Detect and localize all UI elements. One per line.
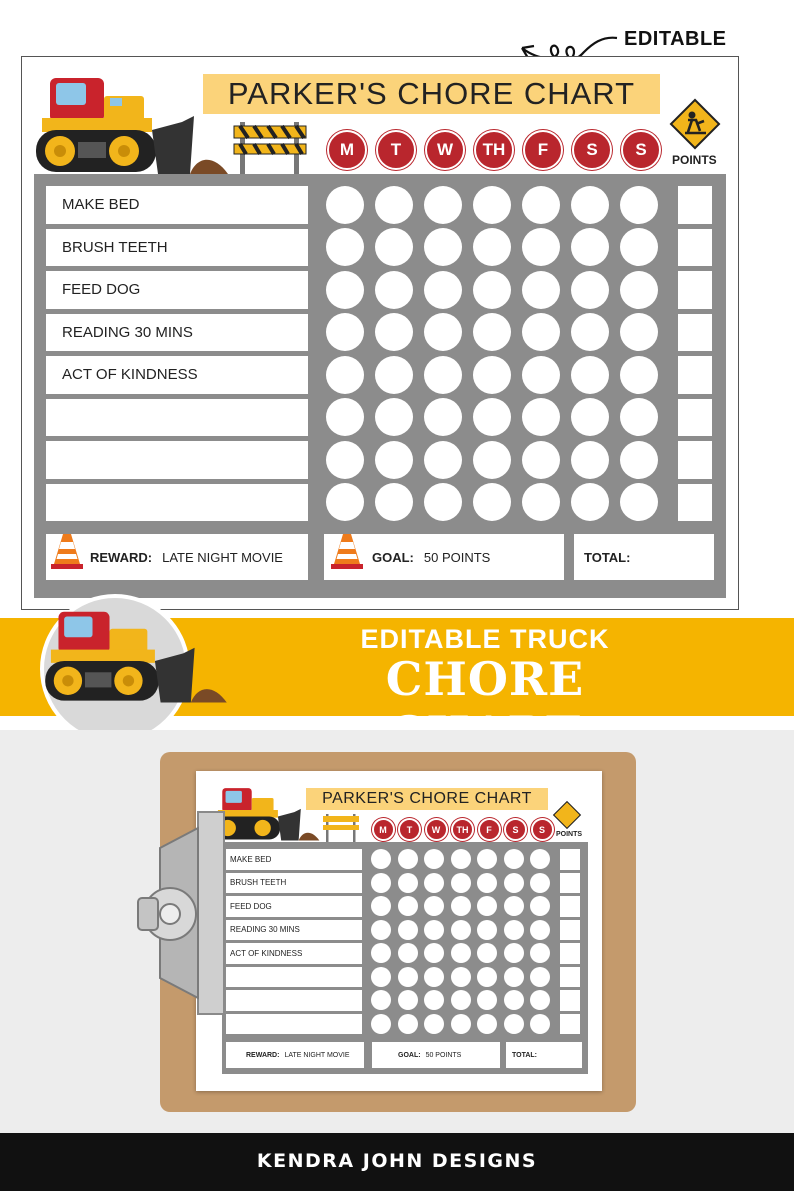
check-circle: [620, 441, 658, 479]
check-circle: [571, 398, 609, 436]
check-circle: [326, 271, 364, 309]
check-circle: [571, 271, 609, 309]
check-circle: [522, 228, 560, 266]
check-circle: [504, 943, 524, 963]
total-label: TOTAL:: [584, 549, 631, 565]
check-circle: [571, 483, 609, 521]
check-circle: [504, 967, 524, 987]
editable-label: EDITABLE: [624, 28, 727, 50]
chore-row: [46, 399, 308, 437]
chore-label: BRUSH TEETH: [62, 238, 168, 256]
check-circle: [398, 873, 418, 893]
day-badge: F: [478, 818, 501, 841]
check-circle: [473, 356, 511, 394]
points-box: [560, 849, 580, 870]
day-badge: S: [621, 130, 661, 170]
check-circle: [571, 228, 609, 266]
chore-row: [226, 1014, 362, 1035]
check-circle: [398, 990, 418, 1010]
day-badge: M: [327, 130, 367, 170]
check-circle: [571, 186, 609, 224]
day-badge: S: [531, 818, 554, 841]
check-circle: [398, 920, 418, 940]
goal-label: GOAL:: [372, 549, 414, 565]
check-circle: [473, 398, 511, 436]
check-circle: [424, 186, 462, 224]
check-circle: [522, 313, 560, 351]
check-circle: [424, 483, 462, 521]
check-circle: [504, 990, 524, 1010]
points-box: [560, 896, 580, 917]
banner-subtitle: EDITABLE TRUCK: [360, 624, 610, 654]
check-circle: [504, 920, 524, 940]
chore-row: [46, 271, 308, 309]
check-circle: [375, 186, 413, 224]
day-badge: T: [398, 818, 421, 841]
bulldozer-illustration: [38, 608, 234, 712]
check-circle: [424, 441, 462, 479]
points-box: [560, 990, 580, 1011]
total-box: [574, 534, 714, 580]
chore-row: [226, 920, 362, 941]
total-label: TOTAL:: [512, 1051, 538, 1059]
check-circle: [375, 483, 413, 521]
goal-label: GOAL:: [398, 1051, 421, 1059]
check-circle: [326, 398, 364, 436]
points-box: [678, 229, 712, 267]
day-badge: W: [425, 818, 448, 841]
points-box: [560, 967, 580, 988]
points-box: [560, 943, 580, 964]
points-box: [678, 356, 712, 394]
check-circle: [326, 483, 364, 521]
check-circle: [371, 920, 391, 940]
points-box: [560, 873, 580, 894]
check-circle: [530, 967, 550, 987]
day-badge: W: [425, 130, 465, 170]
day-badge: M: [372, 818, 395, 841]
mockup-goal-box: [372, 1042, 500, 1068]
check-circle: [477, 873, 497, 893]
chore-label: MAKE BED: [62, 196, 140, 214]
check-circle: [398, 849, 418, 869]
chore-label: ACT OF KINDNESS: [230, 948, 303, 958]
chart-title: PARKER'S CHORE CHART: [203, 74, 660, 114]
chore-row: [46, 484, 308, 522]
points-box: [560, 920, 580, 941]
day-badge: T: [376, 130, 416, 170]
check-circle: [473, 441, 511, 479]
chore-row: [226, 873, 362, 894]
check-circle: [473, 271, 511, 309]
day-badge: S: [572, 130, 612, 170]
chore-row: [226, 967, 362, 988]
chore-row: [226, 849, 362, 870]
bulldozer-illustration: [32, 74, 232, 184]
check-circle: [522, 356, 560, 394]
check-circle: [424, 967, 444, 987]
check-circle: [398, 943, 418, 963]
points-box: [678, 441, 712, 479]
goal-value: 50 POINTS: [423, 549, 491, 565]
check-circle: [371, 1014, 391, 1034]
check-circle: [375, 398, 413, 436]
day-badge: TH: [474, 130, 514, 170]
check-circle: [398, 1014, 418, 1034]
check-circle: [424, 356, 462, 394]
construction-worker-sign-icon: [668, 97, 722, 151]
brand-name: KENDRA JOHN DESIGNS: [256, 1150, 538, 1172]
traffic-cone-icon: [330, 530, 364, 570]
mockup-chart-title: PARKER'S CHORE CHART: [306, 788, 548, 810]
check-circle: [473, 313, 511, 351]
chore-label: ACT OF KINDNESS: [62, 366, 198, 384]
chore-row: [46, 356, 308, 394]
points-header: POINTS: [672, 153, 717, 167]
day-badge: TH: [451, 818, 474, 841]
check-circle: [326, 356, 364, 394]
reward-label: REWARD:: [246, 1051, 280, 1059]
check-circle: [620, 398, 658, 436]
check-circle: [451, 943, 471, 963]
check-circle: [571, 356, 609, 394]
check-circle: [424, 313, 462, 351]
check-circle: [326, 186, 364, 224]
check-circle: [477, 920, 497, 940]
day-badge: F: [523, 130, 563, 170]
chore-row: [226, 896, 362, 917]
check-circle: [371, 873, 391, 893]
banner-title: CHORE: [385, 652, 585, 706]
chore-label: MAKE BED: [230, 854, 272, 864]
check-circle: [451, 873, 471, 893]
check-circle: [620, 356, 658, 394]
chore-label: FEED DOG: [230, 901, 272, 911]
check-circle: [477, 1014, 497, 1034]
check-circle: [398, 967, 418, 987]
check-circle: [371, 967, 391, 987]
check-circle: [522, 271, 560, 309]
check-circle: [504, 1014, 524, 1034]
check-circle: [424, 271, 462, 309]
check-circle: [326, 228, 364, 266]
check-circle: [530, 873, 550, 893]
check-circle: [451, 849, 471, 869]
check-circle: [451, 990, 471, 1010]
check-circle: [375, 441, 413, 479]
check-circle: [451, 920, 471, 940]
check-circle: [375, 313, 413, 351]
check-circle: [620, 271, 658, 309]
reward-value: LATE NIGHT MOVIE: [284, 1051, 350, 1059]
check-circle: [424, 398, 462, 436]
chore-label: BRUSH TEETH: [230, 878, 287, 888]
chore-row: [46, 314, 308, 352]
check-circle: [473, 483, 511, 521]
mockup-total-box: [506, 1042, 582, 1068]
barrier-icon: [232, 118, 308, 178]
check-circle: [620, 186, 658, 224]
check-circle: [375, 356, 413, 394]
chore-label: FEED DOG: [62, 281, 141, 299]
points-box: [678, 399, 712, 437]
chore-row: [226, 943, 362, 964]
goal-value: 50 POINTS: [425, 1051, 462, 1059]
traffic-cone-icon: [50, 530, 84, 570]
chore-row: [46, 229, 308, 267]
check-circle: [620, 228, 658, 266]
check-circle: [504, 873, 524, 893]
check-circle: [620, 483, 658, 521]
chore-row: [46, 441, 308, 479]
check-circle: [424, 873, 444, 893]
chore-label: READING 30 MINS: [62, 323, 193, 341]
points-box: [560, 1014, 580, 1035]
points-box: [678, 186, 712, 224]
check-circle: [326, 441, 364, 479]
points-box: [678, 314, 712, 352]
check-circle: [451, 896, 471, 916]
mockup-points-header: POINTS: [556, 831, 583, 838]
check-circle: [424, 228, 462, 266]
check-circle: [424, 920, 444, 940]
chore-label: READING 30 MINS: [230, 925, 300, 935]
reward-value: LATE NIGHT MOVIE: [162, 549, 283, 565]
check-circle: [620, 313, 658, 351]
check-circle: [522, 483, 560, 521]
check-circle: [398, 896, 418, 916]
mockup-reward-box: [226, 1042, 364, 1068]
check-circle: [522, 186, 560, 224]
check-circle: [571, 313, 609, 351]
check-circle: [424, 1014, 444, 1034]
check-circle: [451, 1014, 471, 1034]
points-box: [678, 271, 712, 309]
check-circle: [375, 271, 413, 309]
day-badge: S: [504, 818, 527, 841]
check-circle: [522, 441, 560, 479]
check-circle: [473, 228, 511, 266]
chore-row: [46, 186, 308, 224]
check-circle: [530, 1014, 550, 1034]
check-circle: [504, 896, 524, 916]
check-circle: [451, 967, 471, 987]
clipboard-clip-icon: [120, 808, 232, 1018]
reward-label: REWARD:: [90, 549, 153, 565]
check-circle: [530, 920, 550, 940]
check-circle: [477, 967, 497, 987]
check-circle: [522, 398, 560, 436]
check-circle: [571, 441, 609, 479]
construction-worker-sign-icon: [552, 800, 582, 830]
chore-row: [226, 990, 362, 1011]
check-circle: [504, 849, 524, 869]
check-circle: [473, 186, 511, 224]
reward-box: [46, 534, 308, 580]
points-box: [678, 484, 712, 522]
check-circle: [375, 228, 413, 266]
check-circle: [326, 313, 364, 351]
barrier-icon: [322, 812, 360, 842]
